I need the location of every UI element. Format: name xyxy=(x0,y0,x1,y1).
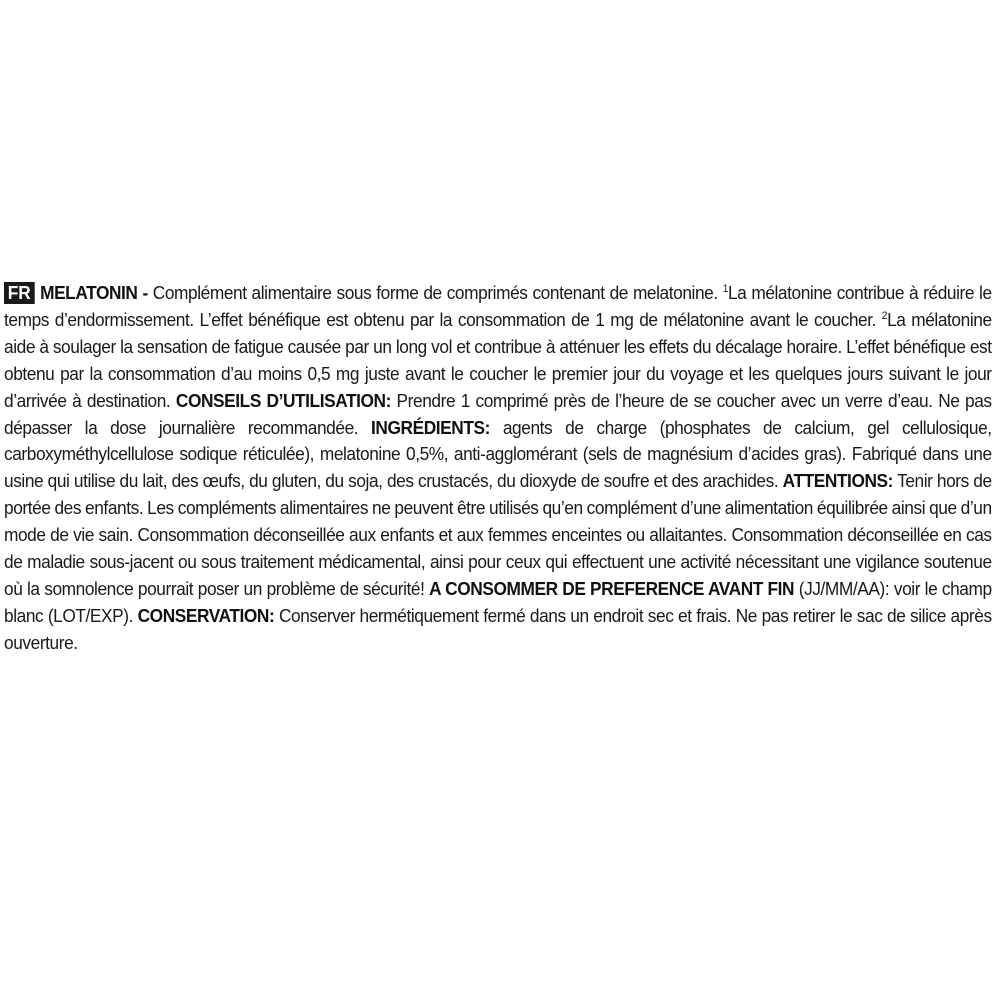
ingredients-text: agents de charge (phosphates de calcium, gel cellulosique, carboxyméthylcellulose sodique réticulée), melatonine 0,5%, anti-agglomérant (sels de magnésium d’acides gras). Fabriqué dans une usine qui utilise du lait, des œufs, du gluten, du soja, des crustacés, du dioxyde de soufre et des arachides. xyxy=(4,416,992,492)
product-label-text xyxy=(4,280,992,657)
usage-heading: CONSEILS D’UTILISATION: xyxy=(175,389,391,411)
claim1-text: La mélatonine contribue à réduire le temps d’endormissement. L’effet bénéfique est obtenu par la consommation de 1 mg de mélatonine avant le coucher. xyxy=(4,282,992,330)
claim2-marker: 2 xyxy=(881,309,888,322)
ingredients-heading: INGRÉDIENTS: xyxy=(371,416,490,438)
claim2-text: La mélatonine aide à soulager la sensation de fatigue causée par un long vol et contribue à atténuer les effets du décalage horaire. L’effet bénéfique est obtenu par la consommation d’au moins 0,5 mg juste avant le coucher le premier jour du voyage et les quelques jours suivant le jour d’arrivée à destination. xyxy=(4,308,992,411)
storage-heading: CONSERVATION: xyxy=(137,604,275,626)
product-name: MELATONIN - xyxy=(40,282,148,303)
storage-text: Conserver hermétiquement fermé dans un endroit sec et frais. Ne pas retirer le sac de silice après ouverture. xyxy=(4,604,992,653)
language-badge: FR xyxy=(4,282,35,304)
usage-text: Prendre 1 comprimé près de l’heure de se coucher avec un verre d’eau. Ne pas dépasser la dose journalière recommandée. xyxy=(4,389,992,438)
best-before-text: (JJ/MM/AA): voir le champ blanc (LOT/EXP). xyxy=(4,577,992,626)
best-before-heading: A CONSOMMER DE PREFERENCE AVANT FIN xyxy=(429,577,795,599)
warnings-heading: ATTENTIONS: xyxy=(782,470,894,492)
claim1-marker: 1 xyxy=(722,283,728,295)
warnings-text: Tenir hors de portée des enfants. Les compléments alimentaires ne peuvent être utilisés qu’en complément d’une alimentation équilibrée ainsi que d’un mode de vie sain. Consommation déconseillée aux enfants et aux femmes enceintes ou allaitantes. Consommation déconseillée en cas de maladie sous-jacent ou sous traitement médicamental, ainsi pour ceux qui effectuent une activité nécessitant une vigilance soutenue où la somnolence pourrait poser un problème de sécurité! xyxy=(4,470,992,599)
intro-text: Complément alimentaire sous forme de comprimés contenant de melatonine. xyxy=(152,282,718,303)
